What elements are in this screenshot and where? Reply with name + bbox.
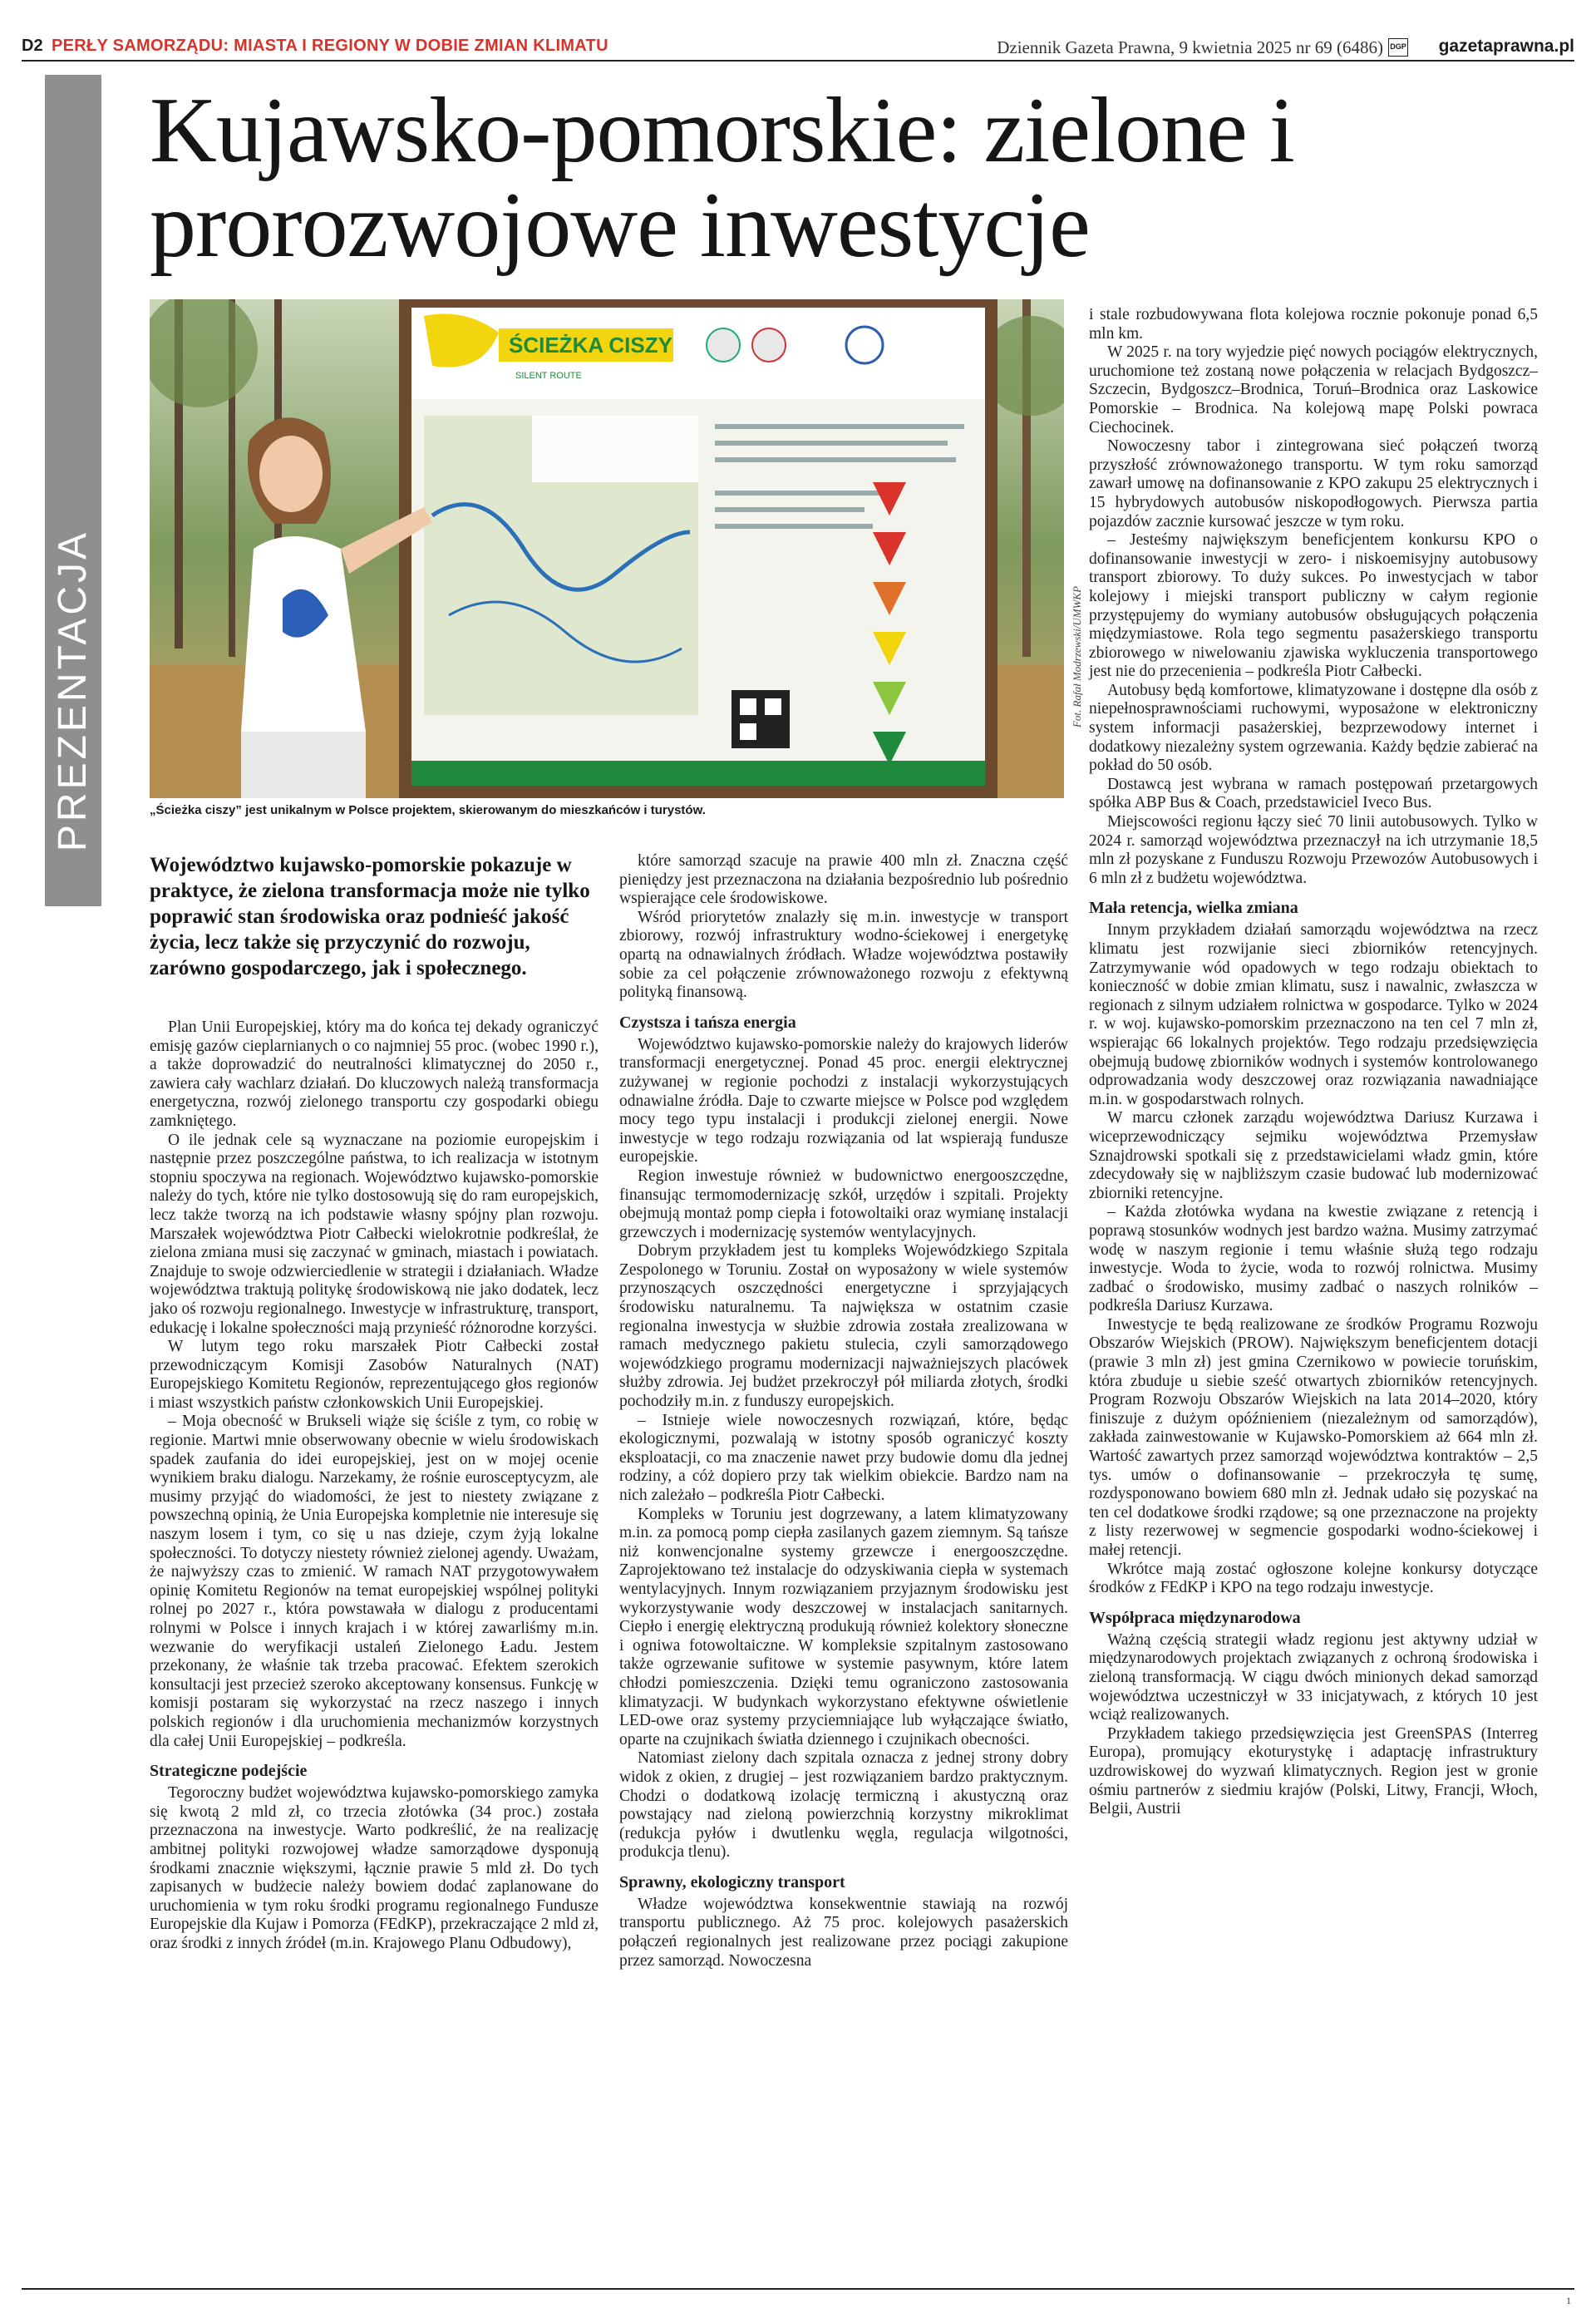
paragraph: Władze województwa konsekwentnie stawiają na rozwój transportu publicznego. Aż 75 proc. kolejowych pasażerskich połączeń regionalnych jest realizowane przez pociągi zakupione przez samorząd. Nowoczesna <box>619 1895 1068 1970</box>
subheading-international: Współpraca międzynarodowa <box>1089 1608 1301 1627</box>
paragraph: Region inwestuje również w budownictwo energooszczędne, finansując termomodernizację szkół, urzędów i szpitali. Projekty obejmują montaż pomp ciepła i fotowoltaiki oraz wymianę instalacji grzewczych i modernizację systemów wentylacyjnych. <box>619 1166 1068 1241</box>
paragraph: Województwo kujawsko-pomorskie należy do krajowych liderów transformacji energetycznej. Ponad 45 proc. energii elektrycznej zużywanej w regionie pochodzi z instalacji wykorzystujących odnawialne źródła. Daje to czwarte miejsce w Polsce pod względem mocy tego typu instalacji i produkcji zielonej energii. Nowe inwestycje w tego rodzaju rozwiązania od lat wspierają fundusze europejskie. <box>619 1035 1068 1166</box>
paragraph: Ważną częścią strategii władz regionu jest aktywny udział w międzynarodowych projektach związanych z ochroną środowiska i zieloną transformacją. W ciągu dwóch minionych dekad samorząd województwa uczestniczył w 33 inicjatywach, z których 10 jest wciąż realizowanych. <box>1089 1630 1538 1724</box>
paragraph: Autobusy będą komfortowe, klimatyzowane i dostępne dla osób z niepełnosprawnościami ruchowymi, wyposażone w elektroniczny system informacji pasażerskiej, bezprzewodowy internet i dodatkowy niezależny system ogrzewania. Każdy będzie zabierać na pokład do 50 osób. <box>1089 681 1538 775</box>
site-url[interactable]: gazetaprawna.pl <box>1438 37 1574 56</box>
running-header <box>22 37 1574 62</box>
text-column-2 <box>619 852 1068 2282</box>
sign-title: ŚCIEŻKA CISZY <box>509 333 672 358</box>
side-label <box>45 515 101 865</box>
paragraph: Plan Unii Europejskiej, który ma do końca tej dekady ograniczyć emisję gazów cieplarnianych o co najmniej 55 proc. (wobec 1990 r.), a także doprowadzić do neutralności klimatycznej do 2050 r., zawiera cały wachlarz działań. Do kluczowych należą transformacja energetyczna, rozwój zielonego transportu czy gospodarki obiegu zamkniętego. <box>150 1018 598 1130</box>
paragraph: Wśród priorytetów znalazły się m.in. inwestycje w transport zbiorowy, rozwój infrastruktury wodno-ściekowej i energetykę opartą na odnawialnych źródłach. Władze województwa postawiły sobie za cel połączenie zrównoważonego rozwoju z efektywną polityką finansową. <box>619 908 1068 1002</box>
publication-info: Dziennik Gazeta Prawna, 9 kwietnia 2025 nr 69 (6486) <box>997 37 1383 57</box>
corner-mark: 1 <box>1566 2295 1571 2306</box>
page-number: D2 <box>22 37 43 55</box>
article-headline: Kujawsko-pomorskie: zielone i prorozwojowe inwestycje <box>150 79 1294 277</box>
paragraph: Dobrym przykładem jest tu kompleks Wojewódzkiego Szpitala Zespolonego w Toruniu. Został on wyposażony w wiele systemów przynoszących oszczędności energetyczne i sprzyjających środowisku naturalnemu. Ta największa w ostatnim czasie regionalna inwestycja w służbie zdrowia została zrealizowana w ramach medycznego pakietu stulecia, czyli samorządowego wojewódzkiego programu modernizacji najważniejszych placówek służby zdrowia. Jej budżet przekroczył pół miliarda złotych, środki pochodziły m.in. z funduszy europejskich. <box>619 1242 1068 1411</box>
subheading-energy: Czystsza i tańsza energia <box>619 1013 796 1032</box>
paragraph: – Istnieje wiele nowoczesnych rozwiązań, które, będąc ekologicznymi, pozwalają w istotny sposób ograniczyć koszty eksploatacji, co ma znaczenie nawet przy budowie domu dla jednej rodziny, a cóż dopiero przy tak wielkim obiekcie. Bardzo nam na nich zależało – podkreśla Piotr Całbecki. <box>619 1411 1068 1504</box>
paragraph: W lutym tego roku marszałek Piotr Całbecki został przewodniczącym Komisji Zasobów Naturalnych (NAT) Europejskiego Komitetu Regionów, reprezentującego głos regionów i miast wszystkich państw członkowskich Unii Europejskiej. <box>150 1338 598 1412</box>
section-label: PERŁY SAMORZĄDU: MIASTA I REGIONY W DOBIE ZMIAN KLIMATU <box>52 37 608 55</box>
paragraph: Kompleks w Toruniu jest dogrzewany, a latem klimatyzowany m.in. za pomocą pomp ciepła zasilanych gazem ziemnym. Są tańsze niż konwencjonalne systemy grzewcze i energooszczędne. Zaprojektowano też instalacje do odzyskiwania ciepła w systemach wentylacyjnych. Innym rozwiązaniem przyjaznym środowisku jest wykorzystywanie wody deszczowej w instalacjach sanitarnych. Ciepło i energię elektryczną produkują również kolektory słoneczne i ogniwa fotowoltaiczne. W kompleksie szpitalnym zastosowano także ogrzewanie sufitowe w systemie pasywnym, które latem chłodzi pomieszczenia. Dzięki temu ograniczono zastosowania klimatyzacji. W budynkach wykorzystano efektywne oświetlenie LED-owe oraz systemy przyciemniające lub wyłączające światło, oparte na czujnikach światła dziennego i czujnikach obecności. <box>619 1505 1068 1748</box>
article-lead: Województwo kujawsko-pomorskie pokazuje w praktyce, że zielona transformacja może nie tylko poprawić stan środowiska oraz podnieść jakość życia, lecz także się przyczynić do rozwoju, zarówno gospodarczego, jak i społecznego. <box>150 854 590 979</box>
paragraph: Tegoroczny budżet województwa kujawsko-pomorskiego zamyka się kwotą 2 mld zł, co trzecia złotówka (34 proc.) została przeznaczona na inwestycje. Warto podkreślić, że na realizację ambitnej polityki rozwojowej władze samorządowe dysponują środkami znacznie większymi, łącznie prawie 5 mld zł. Do tych zapisanych w budżecie należy bowiem dodać zaplanowane do uruchomienia w tym roku środki programu regionalnego Fundusze Europejskie dla Kujaw i Pomorza (FEdKP), przekraczające 2 mld zł, oraz środki z innych źródeł (m.in. Krajowego Planu Odbudowy), <box>150 1784 598 1952</box>
paragraph: W marcu członek zarządu województwa Dariusz Kurzawa i wiceprzewodniczący sejmiku województwa Przemysław Sznajdrowski spotkali się z przedstawicielami władz gmin, które zdecydowały się w najbliższym czasie budować lub modernizować zbiorniki retencyjne. <box>1089 1109 1538 1202</box>
dgp-logo: DGP <box>1388 38 1408 57</box>
paragraph: Dostawcą jest wybrana w ramach postępowań przetargowych spółka ABP Bus & Coach, przedstawiciel Iveco Bus. <box>1089 775 1538 812</box>
paragraph: – Każda złotówka wydana na kwestie związane z retencją i poprawą stosunków wodnych jest bardzo ważna. Musimy zatrzymać wodę w naszym regionie i temu właśnie służą tego rodzaju inwestycje. Woda to życie, woda to rozwój rolnictwa. Musimy zadbać o środowisko, musimy zadbać o naszych rolników – podkreśla Dariusz Kurzawa. <box>1089 1203 1538 1315</box>
paragraph: – Moja obecność w Brukseli wiąże się ściśle z tym, co robię w regionie. Martwi mnie obserwowany obecnie w wielu środowiskach spadek zaufania do idei europejskiej, jest on w mojej ocenie wynikiem braku dialogu. Narzekamy, że rośnie eurosceptycyzm, ale musimy przyjąć do wiadomości, że jest to niestety związane z powszechną opinią, że Unia Europejska kompletnie nie interesuje się naszym losem i tym, co się u nas dzieje, czym żyją lokalne społeczności. To dotyczy niestety również zielonej agendy. Uważam, że najwyższy czas to zmienić. W ramach NAT przygotowywałem opinię Komitetu Regionów na temat europejskiej wspólnej polityki rolnej po 2027 r., która powstawała w dialogu z producentami rolnymi w Polsce i innych krajach i w której zawarliśmy m.in. wezwanie do weryfikacji ustaleń Zielonego Ładu. Jestem przekonany, że właśnie tak trzeba pracować. Efektem szerokich konsultacji jest przecież szeroko akceptowany konsensus. Funkcję w komisji postaram się wykorzystać na rzecz naszego i innych polskich regionów i dla uruchomienia mechanizmów korzystnych dla całej Unii Europejskiej – podkreśla. <box>150 1413 598 1750</box>
paragraph: – Jesteśmy największym beneficjentem konkursu KPO o dofinansowanie inwestycji w zero- i niskoemisyjny autobusowy transport zbiorowy. To duży sukces. Po inwestycjach w tabor kolejowy i miejski transport publiczny w całym regionie przystępujemy do wymiany autobusów obsługujących połączenia międzymiastowe. Rola tego segmentu pasażerskiego transportu zbiorowego w niwelowaniu zjawiska wykluczenia transportowego jest nie do przecenienia – podkreśla Piotr Całbecki. <box>1089 531 1538 681</box>
paragraph: Inwestycje te będą realizowane ze środków Programu Rozwoju Obszarów Wiejskich (PROW). Największym beneficjentem dotacji (prawie 3 mln zł) jest gmina Czernikowo w powiecie toruńskim, która zbuduje u siebie sześć otwartych zbiorników retencyjnych. Program Rozwoju Obszarów Wiejskich na lata 2014–2020, który finiszuje z dużym opóźnieniem (niezależnym od samorządów), zakłada zainwestowanie w Kujawsko-Pomorskiem aż 664 mln zł. Wartość zawartych przez samorząd województwa kontraktów – 2,5 tys. umów o dofinansowanie – przekroczyła tę sumę, rozdysponowano bowiem 680 mln zł. Jednak udało się pozyskać na ten cel dodatkowe środki rządowe; są one przeznaczone na projekty z listy rezerwowej w segmencie gospodarki wodno-ściekowej i małej retencji. <box>1089 1315 1538 1559</box>
paragraph: Innym przykładem działań samorządu województwa na rzecz klimatu jest rozwijanie sieci zbiorników retencyjnych. Zatrzymywanie wód opadowych w tego rodzaju obiektach to konieczność w dobie zmian klimatu, susz i nawalnic, zwłaszcza w regionach z silnym udziałem rolnictwa w gospodarce. Tylko w 2024 r. w woj. kujawsko-pomorskim przeznaczono na ten cel 7 mln zł, wspierając 66 lokalnych projektów. Tego rodzaju przedsięwzięcia obejmują budowę zbiorników wodnych i systemów kontrolowanego odprowadzania wody deszczowej oraz rozwiązania nawadniające m.in. w gospodarstwach rolnych. <box>1089 921 1538 1108</box>
text-column-1 <box>150 1018 598 2282</box>
paragraph: Natomiast zielony dach szpitala oznacza z jednej strony dobry widok z okien, z drugiej – jest rozwiązaniem bardzo praktycznym. Chodzi o dodatkową izolację termiczną i akustyczną oraz powstający nad zieloną powierzchnią korzystny mikroklimat (redukcja pyłów i dwutlenku węgla, regulacja wilgotności, produkcja tlenu). <box>619 1749 1068 1862</box>
article-photo <box>150 299 1064 798</box>
subheading-transport: Sprawny, ekologiczny transport <box>619 1872 845 1891</box>
sign-subtitle: SILENT ROUTE <box>515 371 582 381</box>
paragraph: Wkrótce mają zostać ogłoszone kolejne konkursy dotyczące środków z FEdKP i KPO na tego rodzaju inwestycje. <box>1089 1560 1538 1597</box>
photo-credit <box>1067 515 1087 798</box>
side-label-text: PREZENTACJA <box>51 529 96 851</box>
subheading-retention: Mała retencja, wielka zmiana <box>1089 899 1298 918</box>
photo-caption: „Ścieżka ciszy” jest unikalnym w Polsce projektem, skierowanym do mieszkańców i turystów. <box>150 803 706 817</box>
paragraph: Przykładem takiego przedsięwzięcia jest GreenSPAS (Interreg Europa), promujący ekoturystykę i adaptację infrastruktury uzdrowiskowej do wyzwań klimatycznych. Region jest w gronie ośmiu partnerów z siedmiu krajów (Polski, Litwy, Francji, Włoch, Belgii, Austrii <box>1089 1724 1538 1818</box>
text-column-3 <box>1089 306 1538 2282</box>
paragraph: Nowoczesny tabor i zintegrowana sieć połączeń tworzą przyszłość zrównoważonego transportu. W tym roku samorząd zawarł umowę na dofinansowanie z KPO zakupu 25 elektrycznych i 15 hybrydowych autobusów niskopodłogowych. Pierwsza partia pojazdów zacznie kursować jeszcze w tym roku. <box>1089 437 1538 530</box>
photo-credit-text: Fot. Rafał Modrzewski/UMWKP <box>1071 585 1084 728</box>
paragraph: Miejscowości regionu łączy sieć 70 linii autobusowych. Tylko w 2024 r. samorząd województwa przeznaczył na ich utrzymanie 18,5 mln zł pozyskane z Funduszu Rozwoju Przewozów Autobusowych i 6 mln zł z budżetu województwa. <box>1089 813 1538 887</box>
paragraph: W 2025 r. na tory wyjedzie pięć nowych pociągów elektrycznych, uruchomione też zostaną nowe połączenia w relacjach Bydgoszcz–Szczecin, Bydgoszcz–Brodnica, Toruń–Brodnica oraz Laskowice Pomorskie – Brodnica. Na kolejową mapę Polski powraca Ciechocinek. <box>1089 343 1538 436</box>
subheading-strategy: Strategiczne podejście <box>150 1762 308 1781</box>
paragraph: które samorząd szacuje na prawie 400 mln zł. Znaczna część pieniędzy jest przeznaczona na działania bezpośrednio lub pośrednio wspierające cele środowiskowe. <box>619 852 1068 908</box>
paragraph: O ile jednak cele są wyznaczane na poziomie europejskim i następnie przez poszczególne państwa, to ich realizacja w istotnym stopniu spoczywa na regionach. Województwo kujawsko-pomorskie należy do tych, które nie tylko dostosowują się do ram europejskich, lecz także tworzą na ich podstawie własny spójny plan rozwoju. Marszałek województwa Piotr Całbecki wielokrotnie podkreślał, że zielona zmiana musi się zaczynać w gminach, miastach i powiatach. Znajduje to swoje odzwierciedlenie w strategii i działaniach. Władze województwa traktują politykę środowiskową nie jako dodatek, lecz jako oś rozwoju regionalnego. Inwestycje w infrastrukturę, transport, edukację i lokalne społeczności mają przynieść różnorodne korzyści. <box>150 1131 598 1337</box>
bottom-rule <box>22 2288 1574 2290</box>
paragraph: i stale rozbudowywana flota kolejowa rocznie pokonuje ponad 6,5 mln km. <box>1089 306 1538 343</box>
photo-illustration <box>150 299 1064 798</box>
